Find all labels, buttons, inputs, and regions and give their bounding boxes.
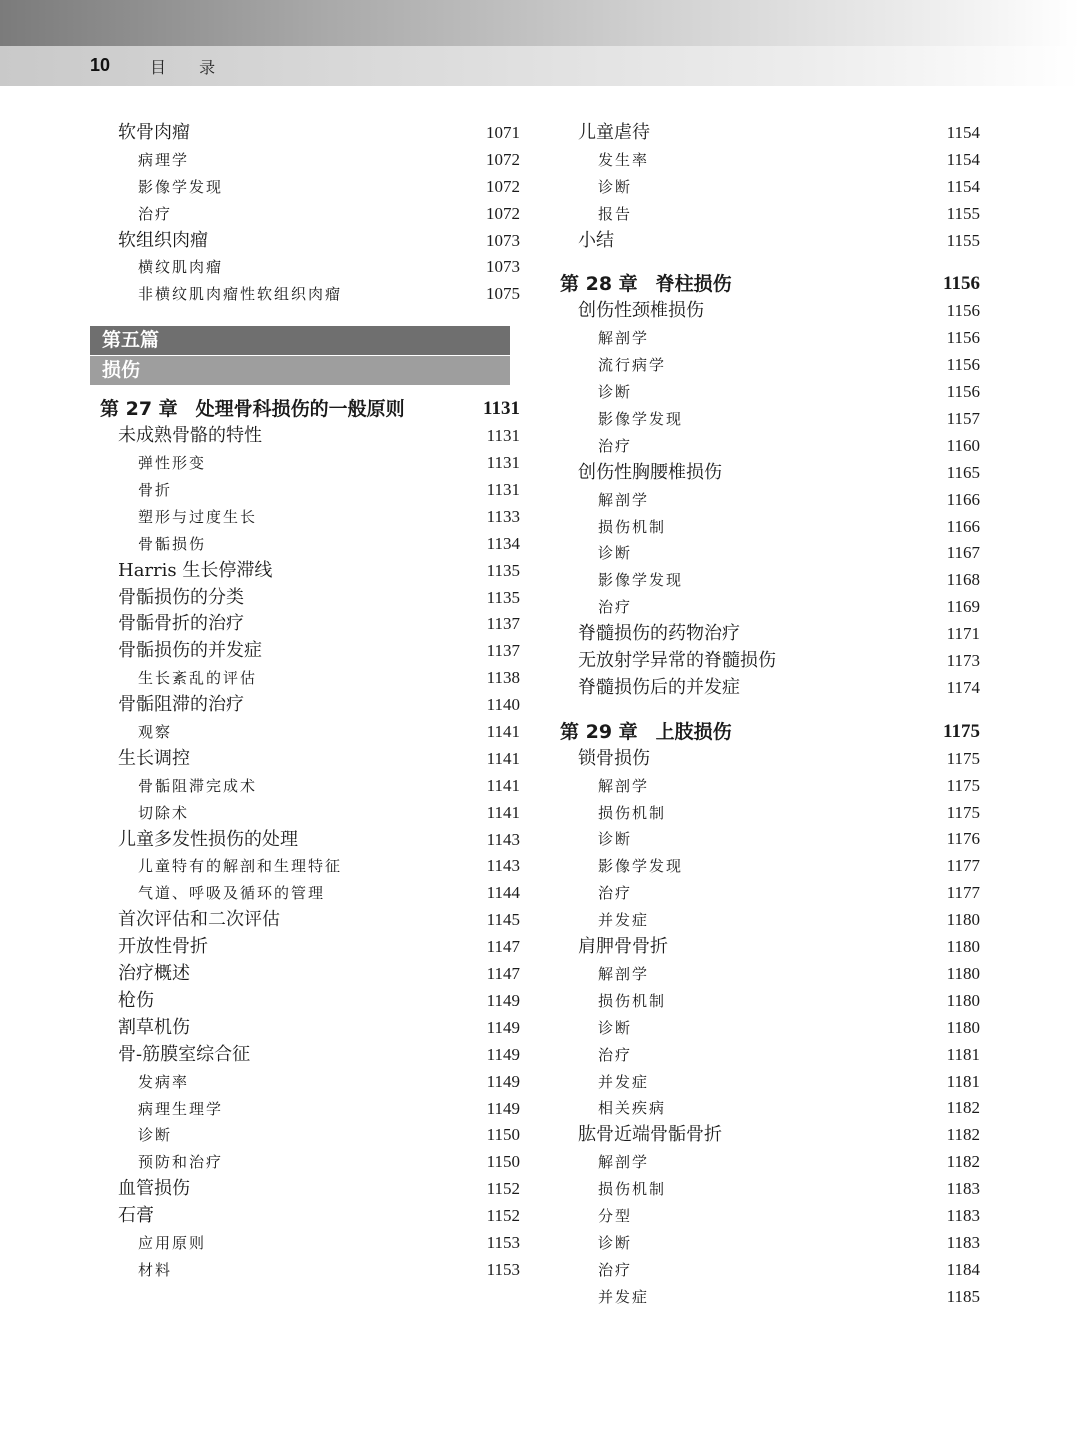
toc-entry-page: 1155	[946, 230, 980, 250]
toc-subentry[interactable]	[560, 826, 980, 853]
toc-subentry[interactable]	[100, 1122, 520, 1149]
toc-subentry[interactable]	[560, 1203, 980, 1230]
toc-entry-page: 1147	[486, 937, 520, 957]
toc-entry[interactable]	[100, 1176, 520, 1203]
toc-entry-page: 1182	[946, 1098, 980, 1118]
toc-entry-title: 横纹肌肉瘤	[138, 258, 224, 277]
toc-entry-title: 气道、呼吸及循环的管理	[138, 884, 326, 903]
toc-entry[interactable]	[100, 611, 520, 638]
toc-entry-page: 1181	[946, 1071, 980, 1091]
toc-entry-page: 1167	[946, 543, 980, 563]
toc-subentry[interactable]	[560, 1042, 980, 1069]
toc-entry[interactable]	[100, 1042, 520, 1069]
toc-entry-title: 骨骺骨折的治疗	[118, 613, 244, 635]
toc-entry-title: 诊断	[138, 1126, 173, 1145]
toc-entry-title: 并发症	[598, 1287, 650, 1306]
toc-entry-title: 枪伤	[118, 989, 154, 1011]
toc-entry-title: 观察	[138, 723, 173, 742]
toc-entry-title: 解剖学	[598, 776, 650, 795]
toc-entry-title: 治疗概述	[118, 963, 190, 985]
toc-entry[interactable]	[100, 692, 520, 719]
toc-entry-page: 1145	[486, 910, 520, 930]
toc-entry-title: 材料	[138, 1260, 173, 1279]
toc-entry-page: 1180	[946, 963, 980, 983]
toc-subentry[interactable]	[100, 147, 520, 174]
toc-entry-title: 诊断	[598, 830, 633, 849]
toc-entry-title: 脊髓损伤后的并发症	[578, 676, 740, 698]
toc-entry[interactable]	[560, 228, 980, 255]
toc-entry-title: 石膏	[118, 1205, 154, 1227]
toc-entry-title: 治疗	[598, 1260, 633, 1279]
toc-entry[interactable]	[100, 423, 520, 450]
toc-subentry[interactable]	[560, 1095, 980, 1122]
toc-entry-page: 1175	[946, 802, 980, 822]
toc-entry-title: 影像学发现	[598, 410, 684, 429]
toc-list-chapter-28	[560, 298, 980, 701]
chapter-label: 第 29 章	[560, 720, 638, 743]
toc-list-left-top	[100, 120, 520, 308]
toc-entry[interactable]	[100, 988, 520, 1015]
toc-entry-page: 1184	[946, 1259, 980, 1279]
toc-entry-page: 1134	[486, 533, 520, 553]
toc-entry-page: 1072	[486, 149, 520, 169]
toc-entry-page: 1152	[486, 1206, 520, 1226]
toc-entry-title: 塑形与过度生长	[138, 507, 258, 526]
toc-entry-title: 小结	[578, 229, 614, 251]
toc-entry-page: 1169	[946, 597, 980, 617]
toc-entry-page: 1153	[486, 1259, 520, 1279]
toc-entry-page: 1177	[946, 883, 980, 903]
toc-subentry[interactable]	[560, 1015, 980, 1042]
toc-subentry[interactable]	[560, 853, 980, 880]
toc-entry-title: 儿童多发性损伤的处理	[118, 828, 298, 850]
toc-entry-page: 1143	[486, 856, 520, 876]
toc-entry-page: 1182	[946, 1152, 980, 1172]
toc-entry-page: 1182	[946, 1125, 980, 1145]
toc-subentry[interactable]	[560, 147, 980, 174]
toc-entry-title: 分型	[598, 1206, 633, 1225]
part-title: 损伤	[90, 356, 510, 385]
toc-entry[interactable]	[100, 228, 520, 255]
toc-entry-title: 创伤性颈椎损伤	[578, 300, 704, 322]
toc-entry-page: 1156	[946, 382, 980, 402]
toc-entry-title: 并发症	[598, 911, 650, 930]
toc-subentry[interactable]	[100, 477, 520, 504]
toc-entry-title: 脊髓损伤的药物治疗	[578, 623, 740, 645]
toc-entry-title: 锁骨损伤	[578, 747, 650, 769]
toc-subentry[interactable]	[560, 594, 980, 621]
toc-entry-page: 1071	[486, 123, 520, 142]
toc-entry-page: 1135	[486, 587, 520, 607]
toc-subentry[interactable]	[560, 379, 980, 406]
toc-entry-title: 生长调控	[118, 747, 190, 769]
toc-subentry[interactable]	[100, 1230, 520, 1257]
toc-subentry[interactable]	[560, 514, 980, 541]
toc-subentry[interactable]	[560, 567, 980, 594]
toc-entry-title: 治疗	[598, 884, 633, 903]
toc-subentry[interactable]	[100, 1069, 520, 1096]
toc-entry-title: 损伤机制	[598, 991, 667, 1010]
chapter-page: 1156	[943, 273, 980, 295]
toc-entry-page: 1174	[946, 677, 980, 697]
toc-entry-page: 1072	[486, 176, 520, 196]
toc-subentry[interactable]	[560, 988, 980, 1015]
toc-entry-page: 1141	[486, 775, 520, 795]
toc-subentry[interactable]	[100, 800, 520, 827]
toc-entry-page: 1140	[486, 695, 520, 715]
toc-left-column	[100, 120, 520, 1284]
toc-entry-title: 病理学	[138, 150, 190, 169]
toc-entry[interactable]	[560, 120, 980, 147]
toc-subentry[interactable]	[560, 174, 980, 201]
toc-entry-title: 骨骺损伤的分类	[118, 586, 244, 608]
toc-subentry[interactable]	[560, 907, 980, 934]
toc-entry-title: 相关疾病	[598, 1099, 667, 1118]
toc-entry-title: 切除术	[138, 803, 190, 822]
toc-entry-page: 1135	[486, 560, 520, 580]
toc-entry-title: 诊断	[598, 1018, 633, 1037]
toc-entry[interactable]	[560, 746, 980, 773]
page-number: 10	[90, 55, 111, 75]
toc-subentry[interactable]	[560, 1230, 980, 1257]
toc-subentry[interactable]	[100, 773, 520, 800]
toc-entry-title: Harris 生长停滞线	[118, 559, 273, 581]
toc-entry-title: 生长紊乱的评估	[138, 669, 258, 688]
toc-entry-title: 损伤机制	[598, 803, 667, 822]
toc-entry-title: 血管损伤	[118, 1178, 190, 1200]
toc-entry-title: 骨骺损伤的并发症	[118, 640, 262, 662]
toc-subentry[interactable]	[560, 540, 980, 567]
toc-entry-title: 报告	[598, 204, 633, 223]
toc-entry-page: 1171	[946, 624, 980, 644]
toc-entry-title: 解剖学	[598, 1153, 650, 1172]
toc-entry-title: 骨骺阻滞的治疗	[118, 694, 244, 716]
toc-entry-title: 软骨肉瘤	[118, 122, 190, 143]
toc-entry-title: 解剖学	[598, 490, 650, 509]
part-number: 第五篇	[90, 326, 510, 355]
toc-entry[interactable]	[100, 585, 520, 612]
toc-entry-page: 1154	[946, 123, 980, 142]
toc-entry-page: 1150	[486, 1125, 520, 1145]
toc-entry[interactable]	[100, 558, 520, 585]
toc-entry-page: 1072	[486, 203, 520, 223]
toc-entry-title: 诊断	[598, 1233, 633, 1252]
toc-entry-page: 1133	[486, 506, 520, 526]
toc-entry-title: 诊断	[598, 544, 633, 563]
toc-entry-title: 肩胛骨骨折	[578, 936, 668, 958]
toc-entry[interactable]	[100, 120, 520, 147]
toc-entry[interactable]	[560, 934, 980, 961]
toc-entry-page: 1138	[486, 668, 520, 688]
toc-subentry[interactable]	[100, 504, 520, 531]
toc-entry-page: 1149	[486, 1044, 520, 1064]
toc-subentry[interactable]	[560, 961, 980, 988]
toc-entry[interactable]	[100, 638, 520, 665]
toc-entry-page: 1183	[946, 1179, 980, 1199]
toc-entry-page: 1176	[946, 829, 980, 849]
toc-subentry[interactable]	[560, 1069, 980, 1096]
toc-right-column	[560, 120, 980, 1311]
toc-entry-title: 并发症	[598, 1072, 650, 1091]
toc-entry-title: 骨骺损伤	[138, 534, 207, 553]
toc-entry-title: 骨折	[138, 481, 173, 500]
toc-entry-title: 治疗	[598, 1045, 633, 1064]
toc-entry-page: 1141	[486, 748, 520, 768]
toc-list-right-top	[560, 120, 980, 254]
toc-entry-page: 1183	[946, 1232, 980, 1252]
toc-entry-page: 1181	[946, 1044, 980, 1064]
toc-entry-page: 1075	[486, 284, 520, 304]
toc-entry-page: 1152	[486, 1179, 520, 1199]
toc-entry-page: 1149	[486, 1098, 520, 1118]
chapter-title: 上肢损伤	[655, 720, 732, 743]
toc-entry-page: 1157	[946, 409, 980, 429]
toc-entry-title: 应用原则	[138, 1233, 207, 1252]
toc-entry[interactable]	[100, 827, 520, 854]
toc-entry-title: 影像学发现	[598, 857, 684, 876]
toc-entry-page: 1141	[486, 802, 520, 822]
toc-entry-title: 病理生理学	[138, 1099, 224, 1118]
toc-subentry[interactable]	[560, 1257, 980, 1284]
toc-entry-title: 儿童虐待	[578, 122, 650, 143]
toc-subentry[interactable]	[100, 254, 520, 281]
toc-entry-title: 解剖学	[598, 329, 650, 348]
toc-entry-page: 1149	[486, 1017, 520, 1037]
toc-entry-page: 1150	[486, 1152, 520, 1172]
toc-entry-title: 发生率	[598, 150, 650, 169]
toc-entry-title: 儿童特有的解剖和生理特征	[138, 857, 343, 876]
toc-entry[interactable]	[100, 907, 520, 934]
toc-entry[interactable]	[560, 298, 980, 325]
toc-entry-title: 骨骺阻滞完成术	[138, 776, 258, 795]
toc-entry-page: 1160	[946, 435, 980, 455]
toc-entry-page: 1137	[486, 641, 520, 661]
toc-entry-page: 1156	[946, 355, 980, 375]
toc-entry-page: 1154	[946, 149, 980, 169]
toc-entry-title: 影像学发现	[598, 571, 684, 590]
toc-entry[interactable]	[560, 648, 980, 675]
toc-entry-page: 1149	[486, 1071, 520, 1091]
toc-entry[interactable]	[100, 1203, 520, 1230]
toc-entry-page: 1144	[486, 883, 520, 903]
toc-subentry[interactable]	[100, 853, 520, 880]
toc-subentry[interactable]	[100, 1149, 520, 1176]
toc-subentry[interactable]	[560, 325, 980, 352]
toc-entry-page: 1131	[486, 480, 520, 500]
toc-subentry[interactable]	[560, 433, 980, 460]
toc-entry-page: 1073	[486, 257, 520, 277]
toc-subentry[interactable]	[560, 352, 980, 379]
toc-entry-page: 1156	[946, 301, 980, 321]
toc-entry-page: 1166	[946, 489, 980, 509]
toc-entry-title: 流行病学	[598, 356, 667, 375]
toc-entry-title: 治疗	[138, 204, 173, 223]
toc-subentry[interactable]	[100, 880, 520, 907]
toc-entry-title: 割草机伤	[118, 1016, 190, 1038]
toc-entry[interactable]	[100, 961, 520, 988]
toc-entry-title: 软组织肉瘤	[118, 229, 208, 251]
toc-entry-page: 1180	[946, 910, 980, 930]
chapter-title: 脊柱损伤	[655, 273, 732, 296]
toc-subentry[interactable]	[100, 1257, 520, 1284]
toc-entry-title: 诊断	[598, 177, 633, 196]
toc-entry-title: 诊断	[598, 383, 633, 402]
toc-entry-page: 1180	[946, 937, 980, 957]
toc-subentry[interactable]	[100, 201, 520, 228]
toc-entry-title: 治疗	[598, 436, 633, 455]
toc-entry[interactable]	[100, 746, 520, 773]
chapter-heading-29[interactable]	[560, 718, 980, 746]
toc-subentry[interactable]	[560, 201, 980, 228]
toc-entry-page: 1156	[946, 328, 980, 348]
toc-entry-page: 1137	[486, 614, 520, 634]
toc-subentry[interactable]	[560, 1176, 980, 1203]
toc-entry-title: 非横纹肌肉瘤性软组织肉瘤	[138, 285, 343, 304]
toc-entry-title: 损伤机制	[598, 1180, 667, 1199]
toc-subentry[interactable]	[100, 450, 520, 477]
toc-list-chapter-29	[560, 746, 980, 1311]
toc-subentry[interactable]	[560, 1149, 980, 1176]
toc-entry-page: 1183	[946, 1205, 980, 1225]
chapter-label: 第 27 章	[100, 398, 178, 421]
part-heading	[90, 326, 510, 385]
toc-entry-title: 影像学发现	[138, 177, 224, 196]
toc-subentry[interactable]	[100, 1096, 520, 1123]
toc-entry[interactable]	[560, 1122, 980, 1149]
chapter-heading-28[interactable]	[560, 270, 980, 298]
toc-entry-title: 治疗	[598, 598, 633, 617]
toc-entry-title: 创伤性胸腰椎损伤	[578, 461, 722, 483]
toc-subentry[interactable]	[100, 665, 520, 692]
toc-entry-page: 1154	[946, 176, 980, 196]
toc-entry-page: 1173	[946, 651, 980, 671]
toc-entry[interactable]	[560, 460, 980, 487]
chapter-page: 1131	[483, 398, 520, 420]
toc-entry-page: 1131	[486, 453, 520, 473]
chapter-title: 处理骨科损伤的一般原则	[195, 398, 405, 421]
toc-entry[interactable]	[560, 675, 980, 702]
toc-entry-page: 1149	[486, 990, 520, 1010]
toc-entry-page: 1177	[946, 856, 980, 876]
toc-entry-page: 1155	[946, 203, 980, 223]
chapter-page: 1175	[943, 720, 980, 742]
toc-entry[interactable]	[100, 1015, 520, 1042]
toc-entry-title: 损伤机制	[598, 517, 667, 536]
toc-entry-title: 弹性形变	[138, 454, 207, 473]
toc-subentry[interactable]	[560, 487, 980, 514]
toc-entry-title: 肱骨近端骨骺骨折	[578, 1124, 722, 1146]
toc-entry-title: 开放性骨折	[118, 936, 208, 958]
toc-entry-page: 1153	[486, 1232, 520, 1252]
toc-subentry[interactable]	[100, 281, 520, 308]
chapter-label: 第 28 章	[560, 273, 638, 296]
toc-entry-page: 1185	[946, 1286, 980, 1306]
toc-entry-page: 1073	[486, 230, 520, 250]
toc-entry[interactable]	[100, 934, 520, 961]
toc-subentry[interactable]	[100, 174, 520, 201]
toc-subentry[interactable]	[560, 773, 980, 800]
toc-entry-title: 解剖学	[598, 964, 650, 983]
toc-entry-page: 1180	[946, 990, 980, 1010]
toc-entry[interactable]	[560, 621, 980, 648]
toc-entry-page: 1141	[486, 722, 520, 742]
toc-subentry[interactable]	[100, 531, 520, 558]
toc-entry-page: 1180	[946, 1017, 980, 1037]
header-title: 目 录	[150, 58, 230, 77]
toc-entry-page: 1147	[486, 964, 520, 984]
toc-entry-page: 1175	[946, 775, 980, 795]
toc-subentry[interactable]	[100, 719, 520, 746]
toc-entry-title: 骨-筋膜室综合征	[118, 1043, 251, 1065]
toc-subentry[interactable]	[560, 1284, 980, 1311]
toc-entry-page: 1166	[946, 516, 980, 536]
toc-subentry[interactable]	[560, 406, 980, 433]
toc-entry-page: 1143	[486, 829, 520, 849]
toc-entry-title: 无放射学异常的脊髓损伤	[578, 650, 776, 672]
toc-entry-page: 1168	[946, 570, 980, 590]
toc-entry-title: 首次评估和二次评估	[118, 909, 280, 931]
toc-list-chapter-27	[100, 423, 520, 1284]
toc-entry-title: 预防和治疗	[138, 1153, 224, 1172]
toc-entry-title: 未成熟骨骼的特性	[118, 425, 262, 447]
toc-entry-page: 1165	[946, 462, 980, 482]
toc-entry-title: 发病率	[138, 1072, 190, 1091]
chapter-heading-27[interactable]	[100, 395, 520, 423]
toc-subentry[interactable]	[560, 880, 980, 907]
toc-entry-page: 1175	[946, 748, 980, 768]
toc-entry-page: 1131	[486, 426, 520, 446]
toc-subentry[interactable]	[560, 800, 980, 827]
